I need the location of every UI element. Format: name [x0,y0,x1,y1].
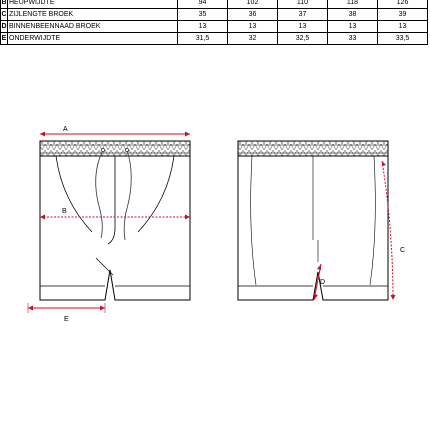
label-a: A [63,126,68,133]
label-b: B [62,208,67,215]
table-cell: 94 [178,0,228,9]
table-cell: 35 [178,9,228,21]
row-label: BINNENBEENNAAD BROEK [8,21,178,33]
table-cell: 102 [228,0,278,9]
table-cell: 31,5 [178,33,228,45]
table-cell: 33 [328,33,378,45]
table-cell: 32 [228,33,278,45]
row-code: C [1,9,8,21]
table-cell: 110 [278,0,328,9]
table-cell: 118 [328,0,378,9]
shorts-back [238,141,388,300]
table-cell: 37 [278,9,328,21]
table-cell: 13 [328,21,378,33]
table-cell: 126 [378,0,428,9]
table-cell: 13 [378,21,428,33]
table-cell: 13 [278,21,328,33]
shorts-front [40,141,190,300]
row-code: E [1,33,8,45]
label-c: C [400,247,406,254]
back-waistband [238,141,388,156]
table-cell: 13 [228,21,278,33]
front-waistband [40,141,190,156]
table-cell: 38 [328,9,378,21]
table-cell: 32,5 [278,33,328,45]
table-cell: 33,5 [378,33,428,45]
row-code: B [1,0,8,9]
label-e: E [64,316,69,323]
row-label: HEUPWIJDTE [8,0,178,9]
measure-e [28,303,105,323]
row-code: D [1,21,8,33]
table-cell: 13 [178,21,228,33]
label-d: D [320,279,326,286]
row-label: ZIJLENGTE BROEK [8,9,178,21]
row-label: ONDERWIJDTE [8,33,178,45]
table-cell: 39 [378,9,428,21]
measure-a [40,126,190,137]
table-cell: 36 [228,9,278,21]
